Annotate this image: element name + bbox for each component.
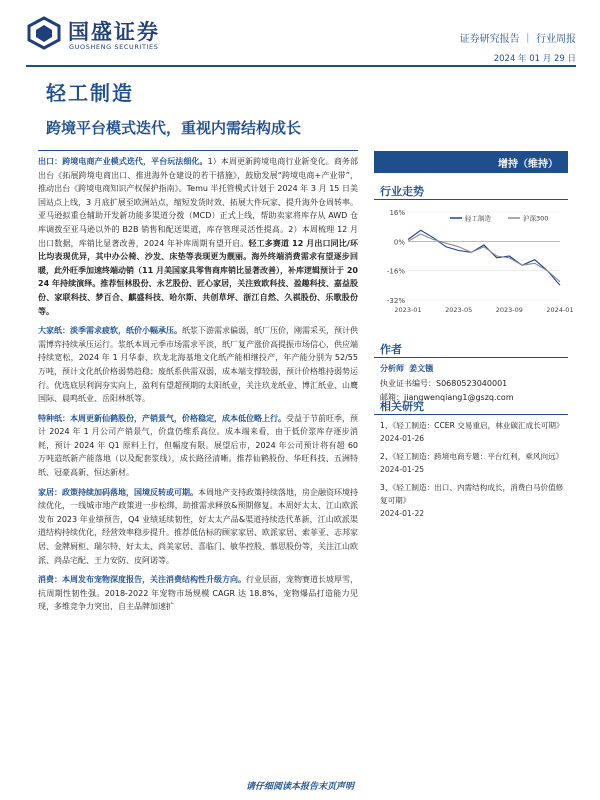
related-item-date: 2024-01-26 [380,434,425,443]
company-logo [26,16,226,56]
x-tick-label: 2023-09 [495,306,523,314]
section-paper [38,324,358,406]
related-item-date: 2024-01-22 [380,509,425,518]
report-type: 证券研究报告 ｜ 行业周报 [459,34,576,45]
trend-chart-svg [374,204,574,322]
related-title: 相关研究 [380,400,424,413]
section-home-furnishing [38,486,358,568]
section-body: 受益于节前旺季，预计 2024 年 1 月公司产销景气，价盘仍维系高位。成本端来看，由于低价浆库存逐步消耗，预计 2024 年 Q1 原料上行，但幅度有限。展望后市，2024 年公司预计将有超 60 万吨造纸新产能落地（以及配套浆线），成长路径清晰。推荐仙鹤股份、华旺科技、五洲特纸、冠豪高新、恒达新材。 [38,413,358,478]
section-export [38,155,358,318]
x-tick-label: 2024-01 [546,306,574,314]
section-heading: 出口：跨境电商产业模式迭代，平台玩法细化。 [38,157,208,166]
analyst-email[interactable]: 邮箱：jiangwenqiang1@gszq.com [380,393,514,402]
analyst-license: 执业证书编号：S0680523040001 [380,378,508,388]
legend-label: 轻工制造 [465,214,491,223]
section-body: 本周地产支持政策持续落地，房企融资环境持续优化，一线城市地产政策进一步松绑，助推需求释放&预期修复。本周好太太、江山欧派发布 2023 年业绩预告，Q4 业绩延续韧性，好太太产品&渠道持续迭代革新，江山欧派渠道结构持续优化，经营效率稳步提升。推荐低估标的顾家家居、欧派家居、索菲亚、志邦家居、金牌厨柜、瑞尔特、好太太、尚美家居、喜临门、敏华控股、慕思股份等，关注江山欧派、尚品宅配、王力安防、皮阿诺等。 [38,487,358,565]
section-consumption [38,573,358,614]
rating-banner [374,151,568,173]
summary-column [38,150,358,762]
section-body: 1）本周更新跨境电商行业新变化。商务部出台《拓展跨境电商出口、推进海外仓建设的若干措施》，鼓励发展“跨境电商+产业带”，推动出台《跨境电商知识产权保护指南》。Temu 半托管模式计划于 2024 年 3 月 15 日美国站点上线，3 月底扩展至欧洲站点，缩短发货时效、拓展大件玩家、提升海外仓周转率。亚马逊拟重仓辅助开发新功能多渠道分拨（MCD）正式上线，帮助卖家将库存从 AWD 仓库调拨至亚马逊以外的 B2B 销售和配送渠道，库存管理灵活性提高。2）本周梳理 12 月出口数据，库销比显著改善，2024 年补库周期有望开启。 [38,157,358,248]
trend-header [374,180,568,200]
trend-title: 行业走势 [380,185,424,198]
legend-label: 沪深300 [523,214,549,223]
logo-text-en: GUOSHENG SECURITIES [69,43,159,51]
section-body: 纸浆下游需求偏弱，纸厂压价，刚需采买，预计供需博弈持续承压运行。浆纸本周元季市场需求平淡，纸厂复产涨价高提振市场信心，供应端持续宽松，2024 年 1 月华泰、玖龙北海基地文化纸产能相继投产，年产能分别为 52/55 万吨，预计文化纸价格弱势趋稳；废纸系供需双弱，成本端支撑较弱，预计价格维持弱势运行。优选底层利润夯实向上，盈利有望超预期的太阳纸业，关注玖龙纸业、博汇纸业、山鹰国际、晨鸣纸业、岳阳林纸等。 [38,326,358,404]
section-body: 行业层面，宠物赛道长坡厚雪，抗周期性韧性强。2018-2022 年宠物市场规模 CAGR 达 18.8%，宠物爆品打造能力见现，多维竞争力突出，自主品牌加速扩 [38,575,358,612]
y-tick-label: -32% [386,297,405,305]
analyst-label: 分析师 [380,364,404,373]
analyst-name: 姜文镪 [409,364,434,373]
section-specialty-paper [38,412,358,480]
related-item-date: 2024-01-25 [380,465,425,474]
section-highlight: 轻工多赛道 12 月出口同比/环比均表现优异，其中办公椅、沙发、床垫等表现更为靓丽。海外终端消费需求有望逐步回暖，此外旺季加速终端动销（11 月美国家具零售商库销比显著改善），补库逻辑预计于 2024 年持续演绎。推荐恒林股份、永艺股份、匠心家居，关注致欧科技、盈趣科技、嘉益股份、家联科技、梦百合、麒盛科技、哈尔斯、共创草坪、浙江自然、久祺股份、乐歌股份等。 [38,238,358,316]
disclaimer-footer: 请仔细阅读本报告末页声明 [245,782,354,792]
author-header [374,338,568,358]
x-tick-label: 2023-05 [445,306,473,314]
logo-text-cn: 国盛证券 [68,20,160,44]
related-item-title[interactable]: 3、《轻工制造：出口、内需结构成长，消费白马价值修复可期》 [380,483,564,505]
author-title: 作者 [380,343,402,356]
section-heading: 特种纸：本周更新仙鹤股份，产销景气，价格稳定，成本低位略上行。 [38,413,286,423]
related-item-title[interactable]: 2、《轻工制造：跨境电商专题：平台红利，乘风向远》 [380,452,564,461]
related-header [374,395,568,415]
report-header [26,14,576,64]
trend-chart [374,204,574,322]
related-research-list [380,419,566,525]
section-heading: 大家纸：淡季需求疲软，纸价小幅承压。 [38,326,182,336]
x-tick-label: 2023-01 [394,306,422,314]
report-date: 2024 年 01 月 29 日 [493,54,576,64]
industry-title: 轻工制造 [46,81,134,105]
related-item[interactable] [380,450,566,476]
rating-label: 增持（维持） [498,159,558,170]
header-divider [26,65,576,67]
y-tick-label: -16% [386,267,405,276]
section-heading: 家居：政策持续加码落地，国境反转或可期。 [38,487,198,497]
y-tick-label: 16% [389,209,405,217]
section-heading: 消费：本周发布宠物深度报告，关注消费结构性升级方向。 [38,575,246,585]
related-item[interactable] [380,419,566,445]
related-item-title[interactable]: 1、《轻工制造：CCER 交易重启，林业碳汇成长可期》 [380,421,564,430]
logo-icon [26,16,62,50]
related-item[interactable] [380,481,566,520]
report-headline: 跨境平台模式迭代，重视内需结构成长 [46,119,302,137]
y-tick-label: 0% [393,238,405,247]
